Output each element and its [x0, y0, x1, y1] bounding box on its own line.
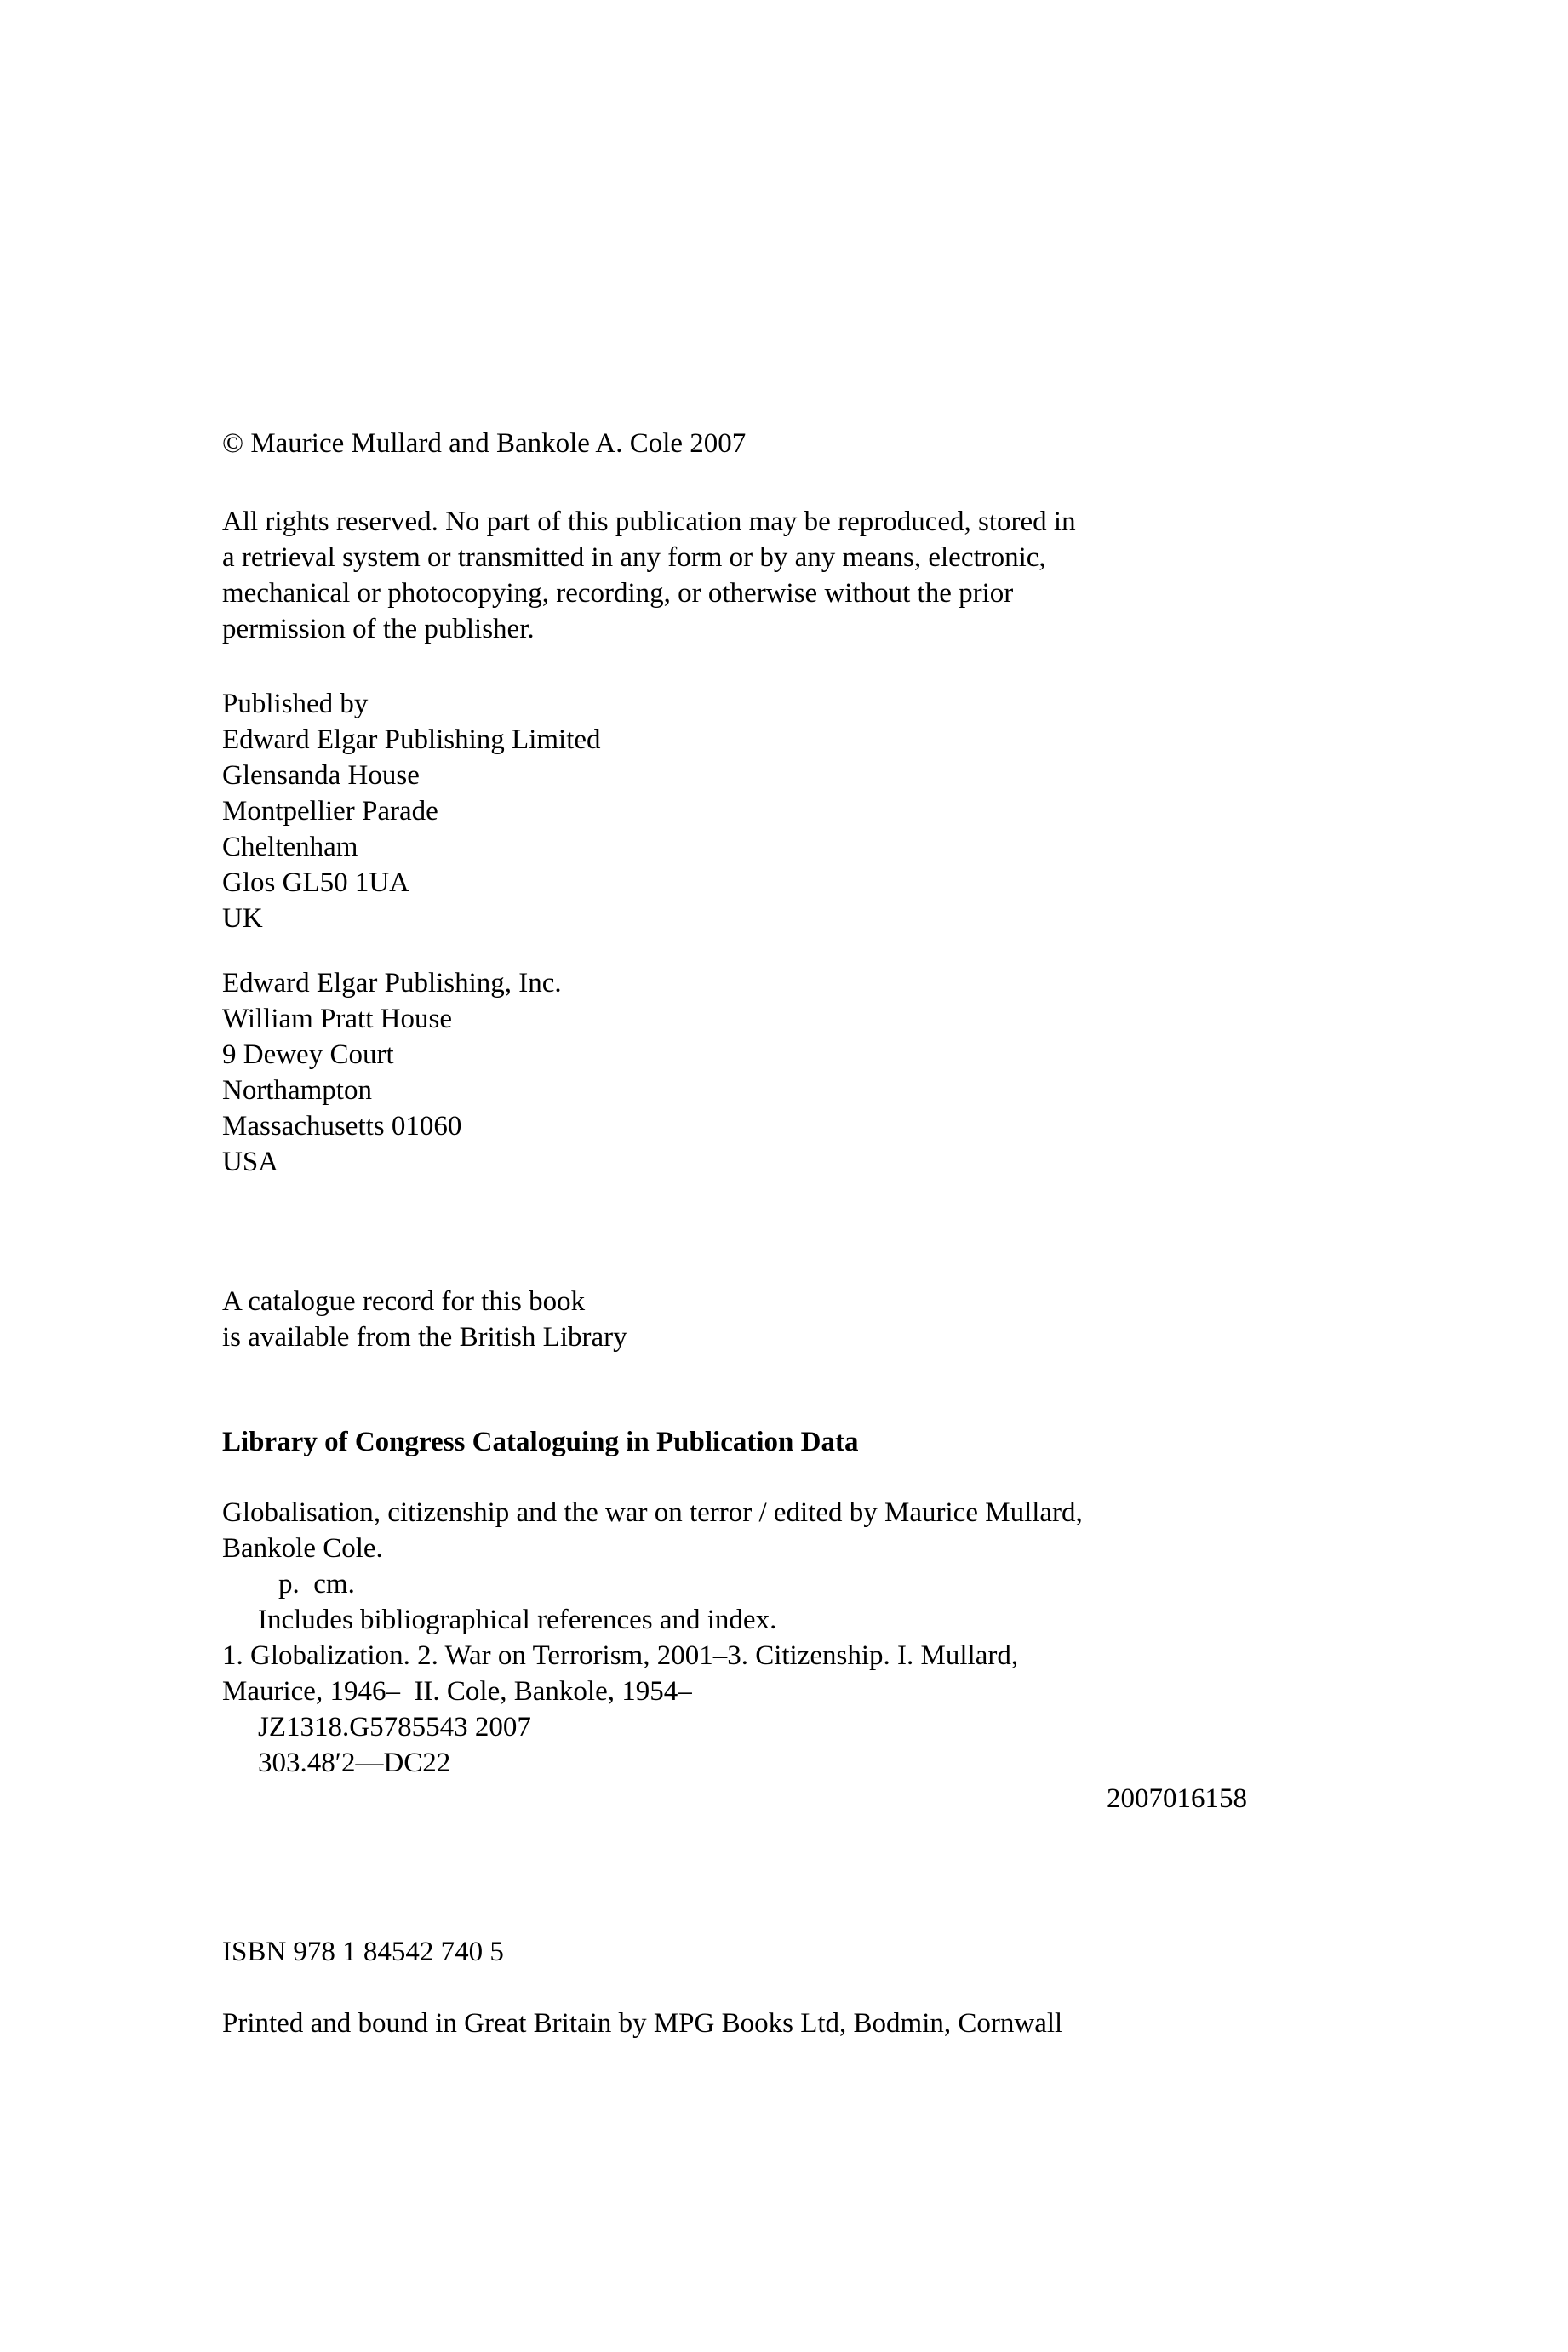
copyright-notice [222, 426, 1291, 461]
rights-line: mechanical or photocopying, recording, or otherwise without the prior [222, 578, 1014, 609]
loc-cataloguing-heading [222, 1424, 1291, 1460]
address-line: 9 Dewey Court [222, 1039, 394, 1070]
publisher-us-address [222, 965, 1291, 1180]
address-line: Edward Elgar Publishing, Inc. [222, 968, 562, 999]
loc-cataloguing-entry [222, 1495, 1269, 1817]
loc-entry-line: p. cm. [278, 1569, 355, 1599]
catalogue-line: A catalogue record for this book [222, 1286, 586, 1317]
printing-info [222, 2006, 1291, 2041]
address-line: William Pratt House [222, 1004, 452, 1034]
isbn-line: ISBN 978 1 84542 740 5 [222, 1937, 504, 1967]
isbn-block [222, 1934, 1291, 1970]
address-line: Montpellier Parade [222, 796, 438, 827]
loc-heading-line: Library of Congress Cataloguing in Publication Data [222, 1427, 859, 1457]
loc-call-number-line: JZ1318.G5785543 2007 [258, 1712, 531, 1743]
loc-entry-line: Bankole Cole. [222, 1533, 383, 1564]
copyright-line: © Maurice Mullard and Bankole A. Cole 2007 [222, 428, 747, 459]
address-line: Glos GL50 1UA [222, 867, 409, 898]
address-line: Northampton [222, 1075, 372, 1106]
printing-line: Printed and bound in Great Britain by MPG Books Ltd, Bodmin, Cornwall [222, 2008, 1063, 2039]
address-line: Massachusetts 01060 [222, 1111, 462, 1142]
address-line: USA [222, 1147, 279, 1177]
rights-line: a retrieval system or transmitted in any form or by any means, electronic, [222, 542, 1046, 573]
loc-dewey-number-line: 303.48′2—DC22 [258, 1748, 451, 1778]
loc-entry-line: Maurice, 1946– II. Cole, Bankole, 1954– [222, 1676, 692, 1707]
rights-line: All rights reserved. No part of this publication may be reproduced, stored in [222, 506, 1076, 537]
catalogue-line: is available from the British Library [222, 1322, 627, 1353]
loc-control-number: 2007016158 [1107, 1783, 1247, 1814]
rights-line: permission of the publisher. [222, 614, 535, 644]
address-line: Glensanda House [222, 760, 420, 791]
loc-entry-line: 1. Globalization. 2. War on Terrorism, 2001–3. Citizenship. I. Mullard, [222, 1640, 1019, 1671]
british-library-record [222, 1284, 1291, 1355]
rights-statement [222, 504, 1291, 647]
published-by-label: Published by [222, 689, 369, 719]
address-line: Cheltenham [222, 832, 358, 862]
loc-entry-line: Includes bibliographical references and index. [258, 1605, 777, 1635]
address-line: Edward Elgar Publishing Limited [222, 724, 601, 755]
publisher-uk-address [222, 686, 1291, 936]
loc-entry-line: Globalisation, citizenship and the war on terror / edited by Maurice Mullard, [222, 1497, 1083, 1528]
address-line: UK [222, 903, 263, 934]
